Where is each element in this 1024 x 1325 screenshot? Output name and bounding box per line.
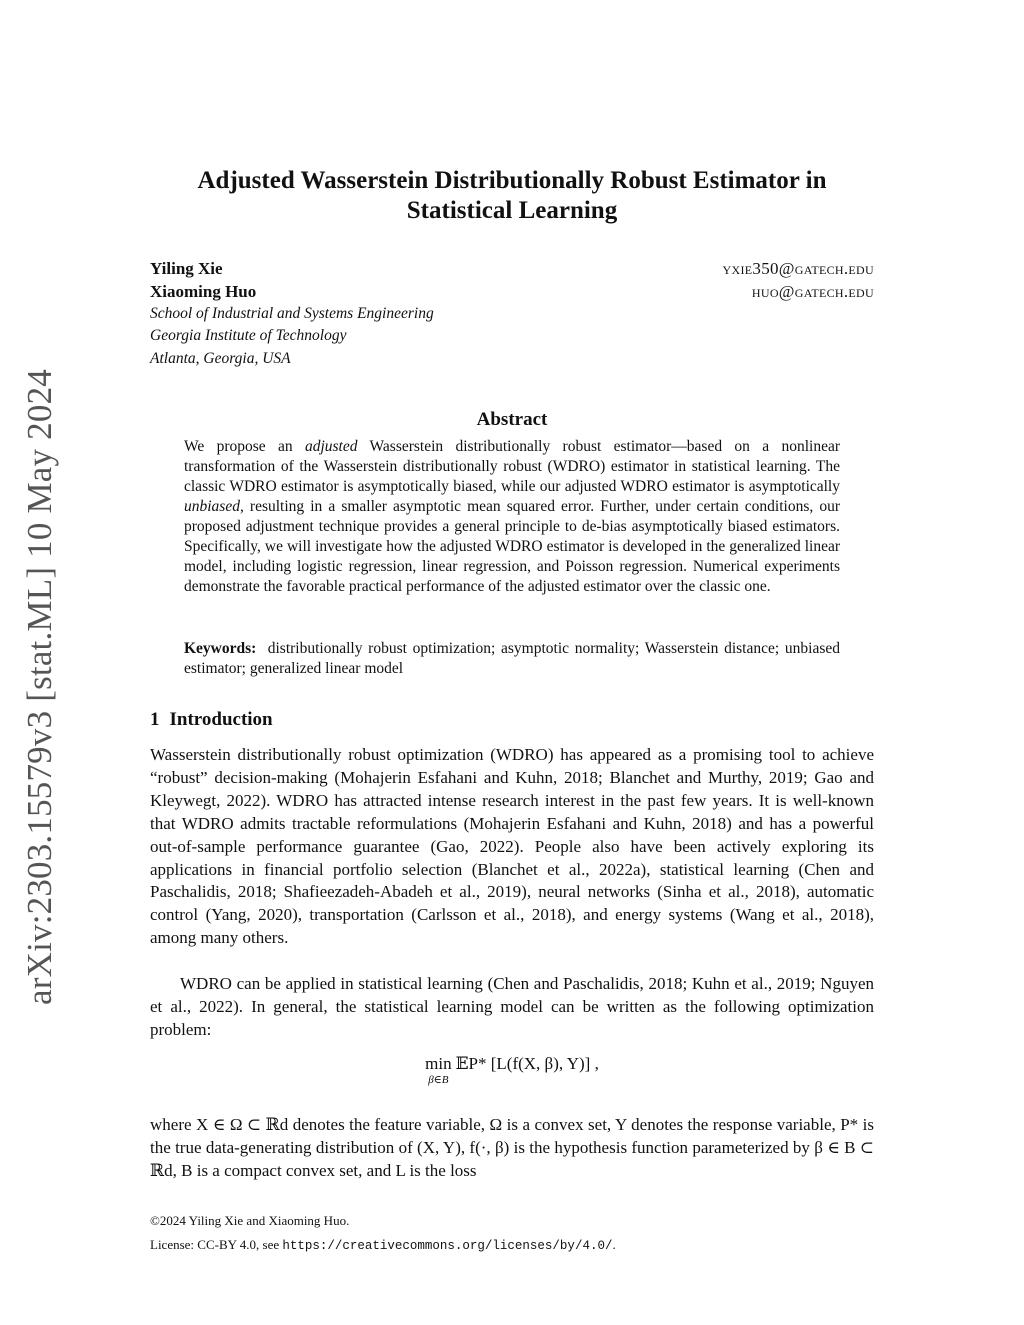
abstract-emphasis: unbiased — [184, 498, 240, 515]
equation-body: 𝔼P* [L(f(X, β), Y)] , — [455, 1054, 599, 1073]
abstract-heading: Abstract — [476, 409, 548, 430]
author-email[interactable]: yxie350@gatech.edu — [722, 259, 874, 278]
arxiv-identifier-stamp: arXiv:2303.15579v3 [stat.ML] 10 May 2024 — [20, 369, 59, 1005]
author-name: Yiling Xie — [150, 259, 223, 278]
affiliation-school: School of Industrial and Systems Engineering — [150, 305, 434, 322]
section-heading-introduction — [150, 707, 273, 733]
license-suffix: . — [612, 1237, 616, 1252]
keywords-list: distributionally robust optimization; asymptotic normality; Wasserstein distance; unbiased estimator; generalized linear model — [184, 640, 840, 677]
keywords-label: Keywords: — [184, 640, 257, 657]
author-email[interactable]: huo@gatech.edu — [751, 282, 874, 301]
abstract-text — [184, 437, 840, 597]
author-row-2 — [150, 280, 874, 303]
author-name: Xiaoming Huo — [150, 282, 257, 301]
paper-title: Adjusted Wasserstein Distributionally Robust Estimator in Statistical Learning — [197, 167, 827, 224]
intro-paragraph-3: where X ∈ Ω ⊂ ℝd denotes the feature variable, Ω is a convex set, Y denotes the response variable, P* is the true data-generating distribution of (X, Y), f(·, β) is the hypothesis function parameterized by β ∈ B ⊂ ℝd, B is a compact convex set, and L is the loss — [150, 1115, 874, 1180]
abstract-text-part: Wasserstein distributionally robust estimator—based on a nonlinear transformation of the Wasserstein distributionally robust (WDRO) estimator in statistical learning. The classic WDRO estimator is asymptotically biased, while our adjusted WDRO estimator is asymptotically — [184, 438, 840, 495]
intro-paragraph-1: Wasserstein distributionally robust optimization (WDRO) has appeared as a promising tool to achieve “robust” decision-making (Mohajerin Esfahani and Kuhn, 2018; Blanchet and Murthy, 2019; Gao and Kleywegt, 2022). WDRO has attracted intense research interest in the past few years. It is well-known that WDRO admits tractable reformulations (Mohajerin Esfahani and Kuhn, 2018) and has a powerful out-of-sample performance guarantee (Gao, 2022). People also have been actively exploring its applications in financial portfolio selection (Blanchet et al., 2022a), statistical learning (Chen and Paschalidis, 2018; Shafieezadeh-Abadeh et al., 2019), neural networks (Sinha et al., 2018), automatic control (Yang, 2020), transportation (Carlsson et al., 2018), and energy systems (Wang et al., 2018), among many others. — [150, 745, 874, 948]
equation-min-operator — [425, 1054, 451, 1086]
section-number: 1 — [150, 709, 160, 730]
abstract-emphasis: adjusted — [304, 438, 358, 455]
affiliation-location: Atlanta, Georgia, USA — [150, 350, 291, 367]
keywords — [184, 639, 840, 679]
section-title: Introduction — [169, 709, 273, 730]
license-prefix: License: CC-BY 4.0, see — [150, 1237, 283, 1252]
author-row-1 — [150, 257, 874, 280]
license-footnote — [150, 1236, 616, 1255]
equation-min-text: min — [425, 1054, 452, 1073]
copyright-footnote: ©2024 Yiling Xie and Xiaoming Huo. — [150, 1213, 350, 1228]
abstract-text-part: We propose an — [184, 438, 305, 455]
affiliation-institute: Georgia Institute of Technology — [150, 327, 347, 344]
abstract-text-part: , resulting in a smaller asymptotic mean squared error. Further, under certain conditions, our proposed adjustment technique provides a general principle to de-bias asymptotically biased estimators. Specifically, we will investigate how the adjusted WDRO estimator is developed in the generalized linear model, including logistic regression, linear regression, and Poisson regression. Numerical experiments demonstrate the favorable practical performance of the adjusted estimator over the classic one. — [184, 498, 840, 595]
intro-paragraph-2: WDRO can be applied in statistical learning (Chen and Paschalidis, 2018; Kuhn et al., 2019; Nguyen et al., 2022). In general, the statistical learning model can be written as the following optimization problem: — [150, 974, 874, 1039]
license-link[interactable]: https://creativecommons.org/licenses/by/4.0/ — [282, 1239, 613, 1253]
display-equation — [150, 1054, 874, 1098]
equation-min-subscript: β∈B — [428, 1074, 449, 1086]
